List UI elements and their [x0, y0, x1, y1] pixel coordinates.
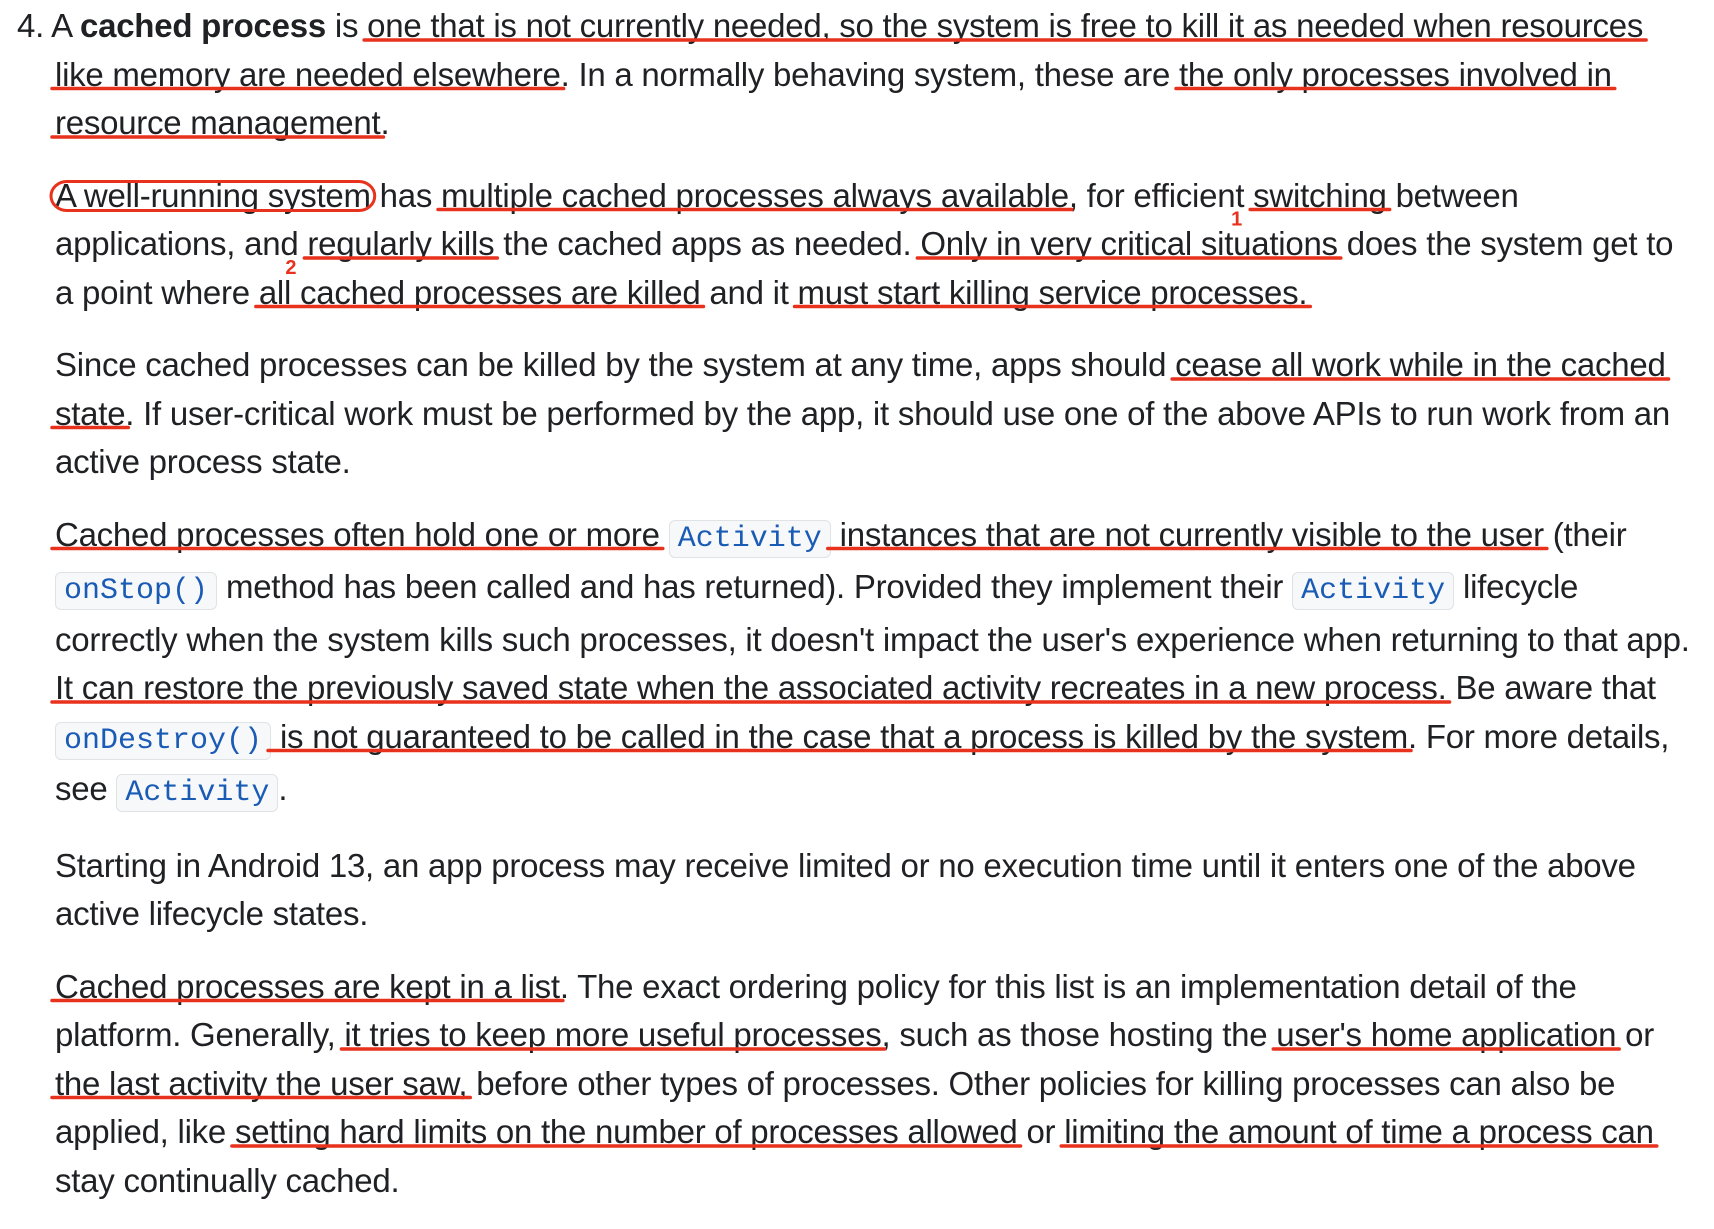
paragraph-well-running-system: [17, 172, 1697, 318]
highlight-phrase: limiting the amount of time a process can stay continually cached: [55, 1113, 1654, 1199]
text-run: . For more details, see: [55, 717, 1670, 807]
highlight-phrase: regularly kills: [307, 225, 495, 262]
text-run: method has been called and has returned). Provided they implement their: [217, 568, 1293, 605]
code-onstop-link[interactable]: onStop(): [55, 572, 217, 610]
highlight-phrase: It can restore the previously saved state when the associated activity recreates in a new process.: [55, 669, 1447, 706]
highlight-phrase: cease all work while in the cached state: [55, 346, 1666, 432]
text-run: . If user-critical work must be performed by the app, it should use one of the above APIs to run work from an active process state.: [55, 394, 1670, 480]
text-run: .: [390, 1161, 400, 1199]
text-run: . The exact ordering policy for this list is an implementation detail of the platform. Generally,: [55, 967, 1577, 1053]
paragraph-android-13: Starting in Android 13, an app process may receive limited or no execution time until it enters one of the above active lifecycle states.: [55, 846, 1636, 932]
annotation-mark-1: 1: [1231, 208, 1243, 231]
list-item-cached-process: [17, 2, 1697, 148]
highlight-phrase: is not guaranteed to be called in the case that a process is killed by the system: [271, 717, 1409, 755]
text-run: or: [1017, 1113, 1065, 1150]
highlight-phrase: the only processes involved in resource management: [55, 55, 1612, 141]
text-run: [660, 516, 669, 553]
code-activity-lifecycle: Activity: [1292, 572, 1454, 610]
circled-phrase: A well-running system: [55, 176, 371, 214]
highlight-phrase: setting hard limits on the number of processes allowed: [234, 1113, 1018, 1150]
annotation-mark-2: 2: [285, 257, 297, 279]
text-run: (their: [1543, 515, 1627, 553]
highlight-phrase: user's home application: [1276, 1016, 1617, 1053]
list-marker: 4.: [17, 7, 45, 44]
text-run: has: [370, 176, 442, 214]
text-run: does the system get to a point where: [55, 225, 1674, 311]
document-body: [17, 2, 1697, 1229]
highlight-phrase: it tries to keep more useful processes: [344, 1016, 882, 1053]
highlight-phrase: must start killing service processes.: [797, 273, 1308, 311]
text-run: .: [380, 104, 390, 141]
paragraph-activity-instances: [17, 511, 1697, 818]
highlight-phrase: multiple cached processes always available: [441, 176, 1069, 214]
highlight-phrase: the last activity the user saw,: [55, 1064, 468, 1102]
paragraph-cease-work: [17, 341, 1697, 487]
text-run: Be aware that: [1446, 669, 1656, 706]
text-run: , such as those hosting the: [881, 1016, 1277, 1053]
text-run: lifecycle correctly when the system kills such processes, it doesn't impact the user's experience when returning to that app.: [55, 568, 1690, 658]
text-run: or: [1616, 1016, 1654, 1053]
text-run: and it: [700, 273, 798, 311]
highlight-phrase: one that is not currently needed, so the system is free to kill it as needed when resources like memory are needed elsewhere: [55, 7, 1644, 93]
code-ondestroy-link[interactable]: onDestroy(): [55, 722, 271, 760]
text-run: Since cached processes can be killed by the system at any time, apps should: [55, 346, 1176, 383]
text-run: the cached apps as needed.: [494, 225, 921, 262]
highlight-phrase: Cached processes often hold one or more: [55, 515, 660, 553]
highlight-phrase: Only in very critical situations: [920, 225, 1338, 262]
text-run: , for efficient: [1068, 176, 1254, 214]
highlight-phrase: switching: [1253, 176, 1387, 214]
highlight-phrase: Cached processes are kept in a list: [55, 967, 560, 1005]
text-run: between applications, and: [55, 176, 1519, 262]
highlight-phrase: instances that are not currently visible to the user: [830, 515, 1544, 553]
text-run: before other types of processes. Other policies for killing processes can also be applied, like: [55, 1064, 1616, 1150]
code-activity-link[interactable]: Activity: [669, 520, 831, 558]
text-run: is: [325, 7, 368, 44]
text-run: A: [51, 7, 80, 44]
paragraph-cached-list: [17, 963, 1697, 1206]
code-activity-see-link[interactable]: Activity: [116, 774, 278, 812]
text-run: .: [278, 770, 288, 807]
term-cached-process: cached process: [80, 7, 326, 44]
highlight-phrase: all cached processes are killed: [258, 273, 701, 311]
text-run: . In a normally behaving system, these are: [560, 55, 1180, 93]
